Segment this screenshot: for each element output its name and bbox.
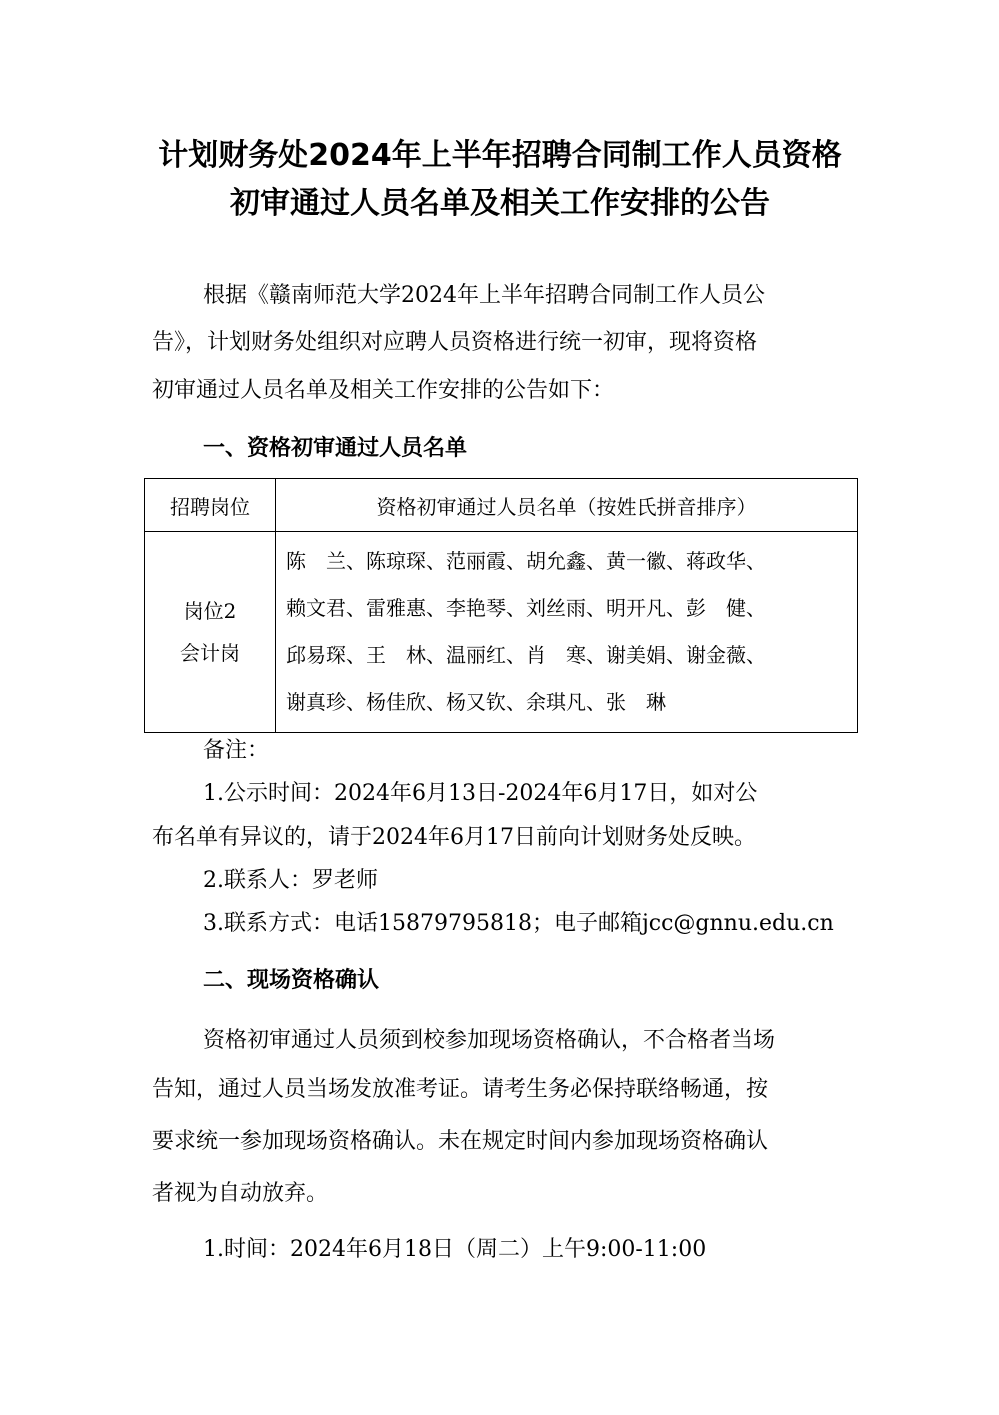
intro-line2: 告》，计划财务处组织对应聘人员资格进行统一初审，现将资格 bbox=[152, 330, 758, 355]
header-post: 招聘岗位 bbox=[145, 479, 276, 532]
names-line: 邱易琛、王 林、温丽红、肖 寒、谢美娟、谢金薇、 bbox=[286, 643, 766, 667]
document-title-line2: 初审通过人员名单及相关工作安排的公告 bbox=[230, 186, 770, 221]
section2-para-line3: 要求统一参加现场资格确认。未在规定时间内参加现场资格确认 bbox=[152, 1129, 769, 1154]
post-line1: 岗位2 bbox=[183, 599, 237, 623]
table-header-row bbox=[145, 479, 858, 532]
section1-heading: 一、资格初审通过人员名单 bbox=[203, 436, 468, 461]
document-title-line1: 计划财务处2024年上半年招聘合同制工作人员资格 bbox=[158, 138, 842, 173]
notes-label: 备注： bbox=[203, 738, 270, 763]
names-line: 谢真珍、杨佳欣、杨又钦、余琪凡、张 琳 bbox=[286, 690, 666, 714]
candidates-table bbox=[144, 478, 858, 733]
intro-line3: 初审通过人员名单及相关工作安排的公告如下： bbox=[152, 378, 615, 403]
note1-line1: 1.公示时间：2024年6月13日-2024年6月17日，如对公 bbox=[203, 781, 758, 806]
table-row bbox=[145, 532, 858, 733]
header-names: 资格初审通过人员名单（按姓氏拼音排序） bbox=[276, 479, 858, 532]
post-line2: 会计岗 bbox=[180, 641, 240, 665]
names-line: 陈 兰、陈琼琛、范丽霞、胡允鑫、黄一徽、蒋政华、 bbox=[286, 549, 766, 573]
note3: 3.联系方式：电话15879795818；电子邮箱jcc@gnnu.edu.cn bbox=[203, 911, 834, 936]
section2-para-line1: 资格初审通过人员须到校参加现场资格确认，不合格者当场 bbox=[203, 1028, 776, 1053]
note1-line2: 布名单有异议的，请于2024年6月17日前向计划财务处反映。 bbox=[152, 825, 756, 850]
section2-para-line2: 告知，通过人员当场发放准考证。请考生务必保持联络畅通，按 bbox=[152, 1077, 769, 1102]
names-cell bbox=[276, 532, 858, 733]
names-line: 赖文君、雷雅惠、李艳琴、刘丝雨、明开凡、彭 健、 bbox=[286, 596, 766, 620]
section2-heading: 二、现场资格确认 bbox=[203, 968, 380, 993]
section2-time: 1.时间：2024年6月18日（周二）上午9:00-11:00 bbox=[203, 1237, 707, 1262]
note2: 2.联系人：罗老师 bbox=[203, 868, 378, 893]
section2-para-line4: 者视为自动放弃。 bbox=[152, 1181, 329, 1206]
intro-line1: 根据《赣南师范大学2024年上半年招聘合同制工作人员公 bbox=[203, 283, 765, 308]
post-cell bbox=[145, 532, 276, 733]
